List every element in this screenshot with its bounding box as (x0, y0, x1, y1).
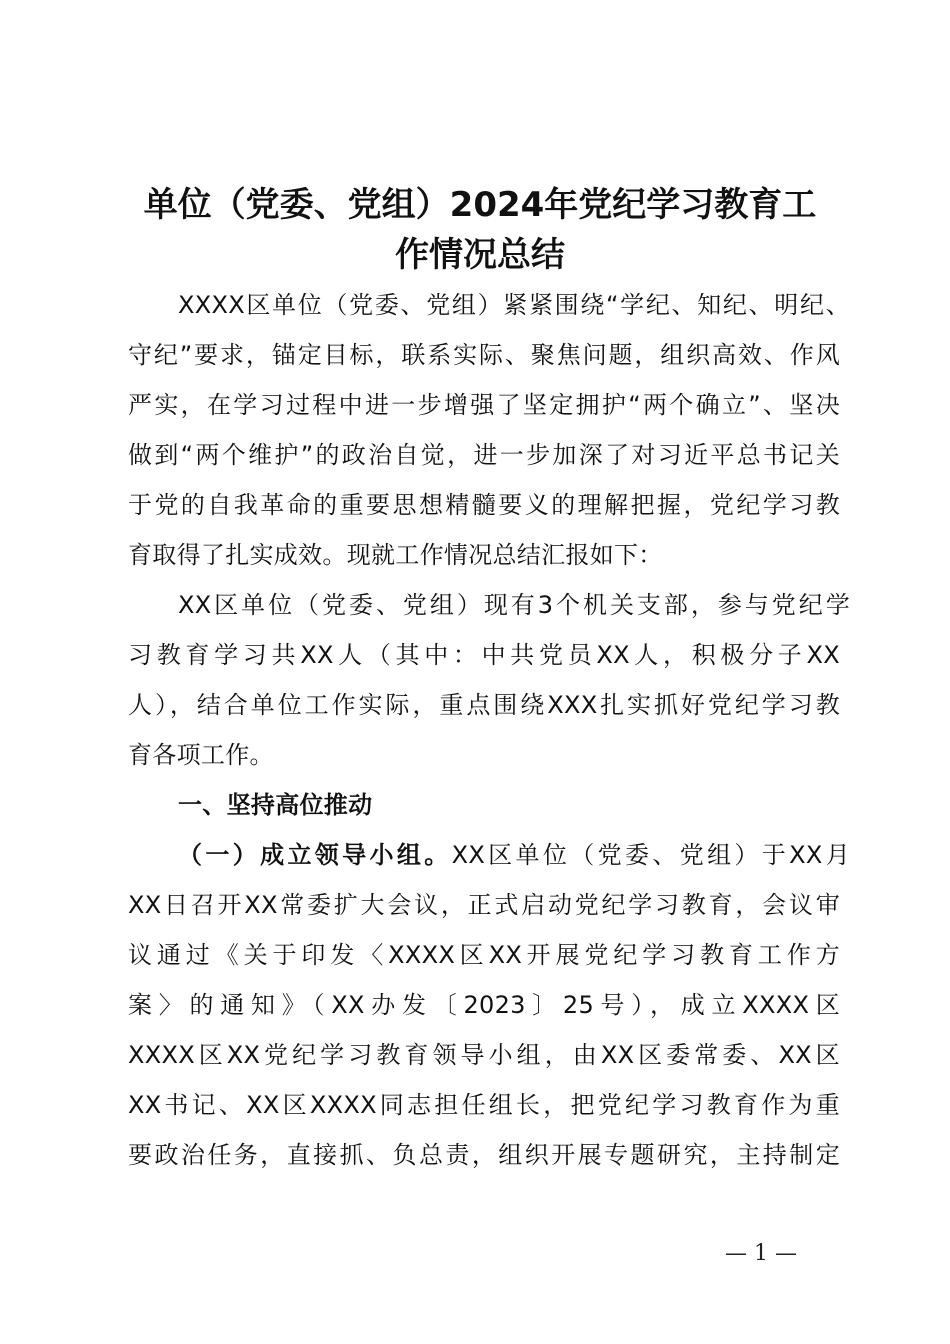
paragraph-1-line-2: 守纪”要求，锚定目标，联系实际、聚焦问题，组织高效、作风 (128, 341, 840, 369)
subsection-1-first-line-text: XX区单位（党委、党组）于XX月 (451, 841, 850, 869)
subsection-1-label: （一）成立领导小组。 (178, 841, 452, 869)
subsection-1-line-5: XXXX区XX党纪学习教育领导小组，由XX区委常委、XX区 (128, 1041, 840, 1069)
paragraph-1-line-1: XXXX区单位（党委、党组）紧紧围绕“学纪、知纪、明纪、 (178, 291, 850, 319)
paragraph-2-line-2: 习教育学习共XX人（其中：中共党员XX人，积极分子XX (128, 641, 840, 669)
section-1-heading: 一、坚持高位推动 (178, 791, 373, 819)
paragraph-2-line-1: XX区单位（党委、党组）现有3个机关支部，参与党纪学 (178, 591, 850, 619)
document-title-line-2: 作情况总结 (395, 235, 565, 275)
page-number: — 1 — (725, 1241, 797, 1266)
subsection-1-line-6: XX书记、XX区XXXX同志担任组长，把党纪学习教育作为重 (128, 1091, 840, 1119)
paragraph-1-line-3: 严实，在学习过程中进一步增强了坚定拥护“两个确立”、坚决 (128, 391, 840, 419)
subsection-1-line-4: 案〉的通知》（XX办发〔2023〕25号），成立XXXX区 (128, 991, 840, 1019)
paragraph-1-line-6: 育取得了扎实成效。现就工作情况总结汇报如下： (128, 541, 663, 569)
subsection-1-line-3: 议通过《关于印发〈XXXX区XX开展党纪学习教育工作方 (128, 941, 840, 969)
paragraph-2-line-3: 人），结合单位工作实际，重点围绕XXX扎实抓好党纪学习教 (128, 691, 840, 719)
subsection-1-line-7: 要政治任务，直接抓、负总责，组织开展专题研究，主持制定 (128, 1141, 840, 1169)
paragraph-1-line-5: 于党的自我革命的重要思想精髓要义的理解把握，党纪学习教 (128, 491, 840, 519)
paragraph-1-line-4: 做到“两个维护”的政治自觉，进一步加深了对习近平总书记关 (128, 441, 840, 469)
paragraph-2-line-4: 育各项工作。 (128, 741, 274, 769)
document-title-line-1: 单位（党委、党组）2024年党纪学习教育工 (143, 185, 817, 225)
subsection-1-line-1 (178, 830, 850, 880)
subsection-1-line-2: XX日召开XX常委扩大会议，正式启动党纪学习教育，会议审 (128, 891, 840, 919)
